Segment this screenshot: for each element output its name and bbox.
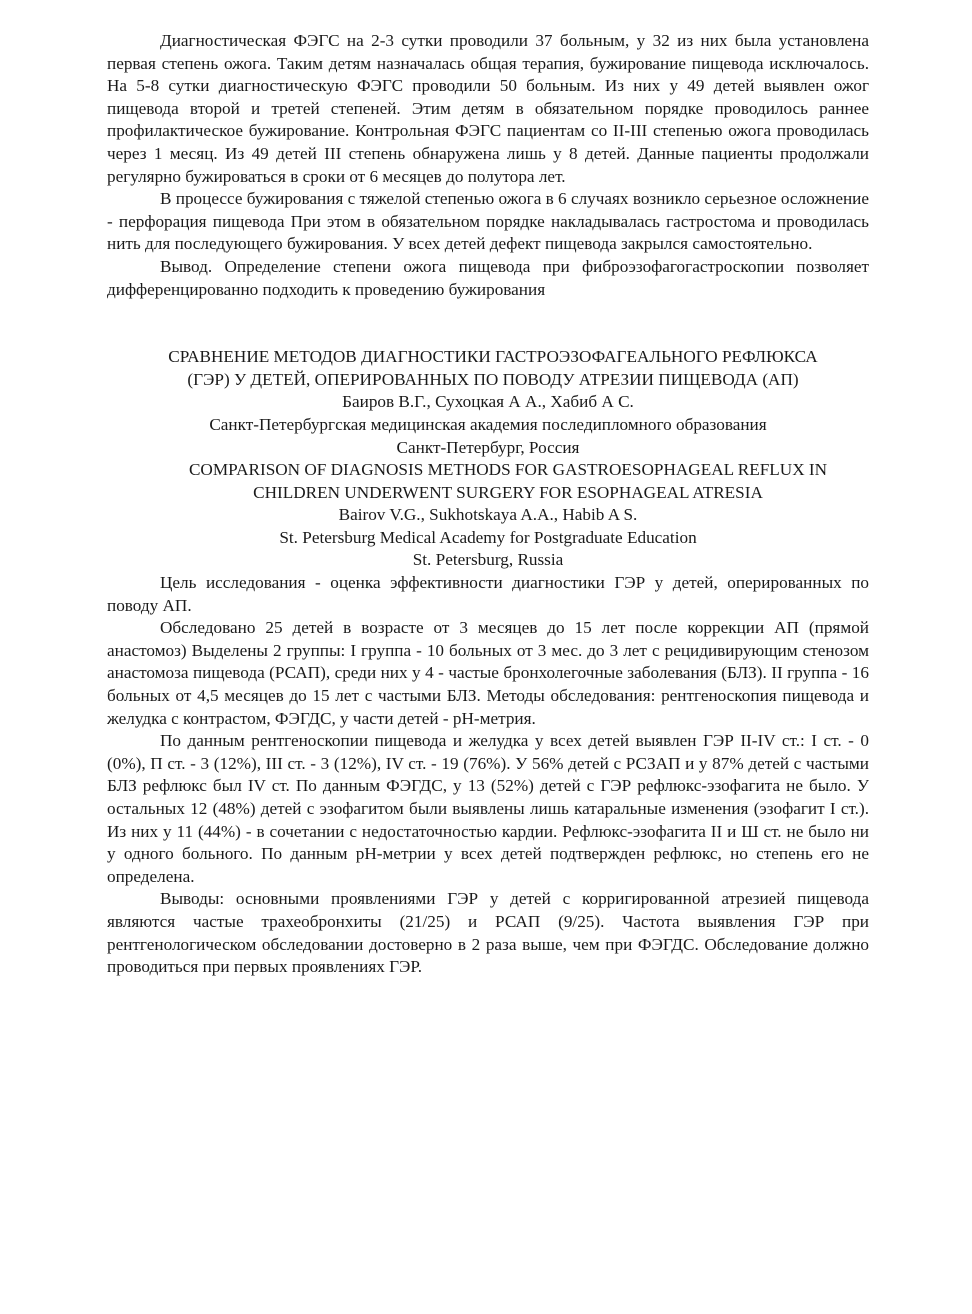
authors-ru: Баиров В.Г., Сухоцкая А А., Хабиб А С.: [342, 392, 634, 412]
body-paragraph-results: По данным рентгеноскопии пищевода и желудка у всех детей выявлен ГЭР II-IV ст.: I ст. - 0 (0%), П ст. - 3 (12%), III ст. - 3 (12%), IV ст. - 19 (76%). У 56% детей с РСЗАП и у 87% детей с частыми БЛЗ рефлюкс был IV ст. По данным ФЭГДС, у 13 (52%) детей с ГЭР рефлюкс-эзофагита не было. У остальных 12 (48%) детей с эзофагитом были выявлены лишь катаральные изменения (эзофагит I ст.). Из них у 11 (44%) - в сочетании с недостаточностью кардии. Рефлюкс-эзофагита II и Ш ст. не было ни у одного больного. По данным pH-метрии у всех детей подтвержден рефлюкс, но степень его не определена.: [107, 731, 869, 886]
authors-en: Bairov V.G., Sukhotskaya A.A., Habib A S.: [338, 505, 638, 525]
body-paragraph-aim: Цель исследования - оценка эффективности диагностики ГЭР у детей, оперированных по поводу АП.: [107, 573, 869, 615]
body-paragraph-conclusions: Выводы: основными проявлениями ГЭР у детей с корригированной атрезией пищевода являются частые трахеобронхиты (21/25) и РСАП (9/25). Частота выявления ГЭР при рентгенологическом обследовании достоверно в 2 раза выше, чем при ФЭГДС. Обследование должно проводиться при первых проявлениях ГЭР.: [107, 889, 869, 977]
affiliation-en: St. Petersburg Medical Academy for Postgraduate Education: [279, 527, 697, 547]
intro-paragraph-1: Диагностическая ФЭГС на 2-3 сутки проводили 37 больным, у 32 из них была установлена первая степень ожога. Таким детям назначалась общая терапия, бужирование пищевода исключалось. На 5-8 сутки диагностическую ФЭГС проводили 50 больным. Из них у 49 детей выявлен ожог пищевода второй и третей степеней. Этим детям в обязательном порядке проводилось раннее профилактическое бужирование. Контрольная ФЭГС пациентам со II-III степенью ожога проводилась через 1 месяц. Из 49 детей III степень обнаружена лишь у 8 детей. Данные пациенты продолжали регулярно бужироваться в сроки от 6 месяцев до полутора лет.: [107, 31, 869, 186]
body-paragraph-methods: Обследовано 25 детей в возрасте от 3 месяцев до 15 лет после коррекции АП (прямой анастомоз) Выделены 2 группы: I группа - 10 больных от 3 мес. до 3 лет с рецидивирующим стенозом анастомоза пищевода (РСАП), среди них у 4 - частые бронхолегочные заболевания (БЛЗ). II группа - 16 больных от 4,5 месяцев до 15 лет с частыми БЛЗ. Методы обследования: рентгеноскопия пищевода и желудка с контрастом, ФЭГДС, у части детей - pH-метрия.: [107, 618, 869, 728]
city-en: St. Petersburg, Russia: [412, 550, 564, 570]
document-page: [107, 30, 869, 979]
article-title-en: COMPARISON OF DIAGNOSIS METHODS FOR GASTROESOPHAGEAL REFLUX IN CHILDREN UNDERWENT SURGERY FOR ESOPHAGEAL ATRESIA: [188, 460, 828, 502]
article-title-ru: СРАВНЕНИЕ МЕТОДОВ ДИАГНОСТИКИ ГАСТРОЭЗОФАГЕАЛЬНОГО РЕФЛЮКСА (ГЭР) У ДЕТЕЙ, ОПЕРИРОВАННЫХ ПО ПОВОДУ АТРЕЗИИ ПИЩЕВОДА (АП): [168, 347, 818, 389]
affiliation-ru: Санкт-Петербургская медицинская академия последипломного образования: [209, 414, 767, 434]
intro-paragraph-2: В процессе бужирования с тяжелой степенью ожога в 6 случаях возникло серьезное осложнение - перфорация пищевода При этом в обязательном порядке накладывалась гастростома и проводилась нить для последующего бужирования. У всех детей дефект пищевода закрылся самостоятельно.: [107, 189, 869, 254]
intro-conclusion: Вывод. Определение степени ожога пищевода при фиброэзофагогастроскопии позволяет дифференцированно подходить к проведению бужирования: [107, 256, 869, 299]
city-ru: Санкт-Петербург, Россия: [396, 437, 580, 457]
section-gap: [107, 301, 869, 346]
